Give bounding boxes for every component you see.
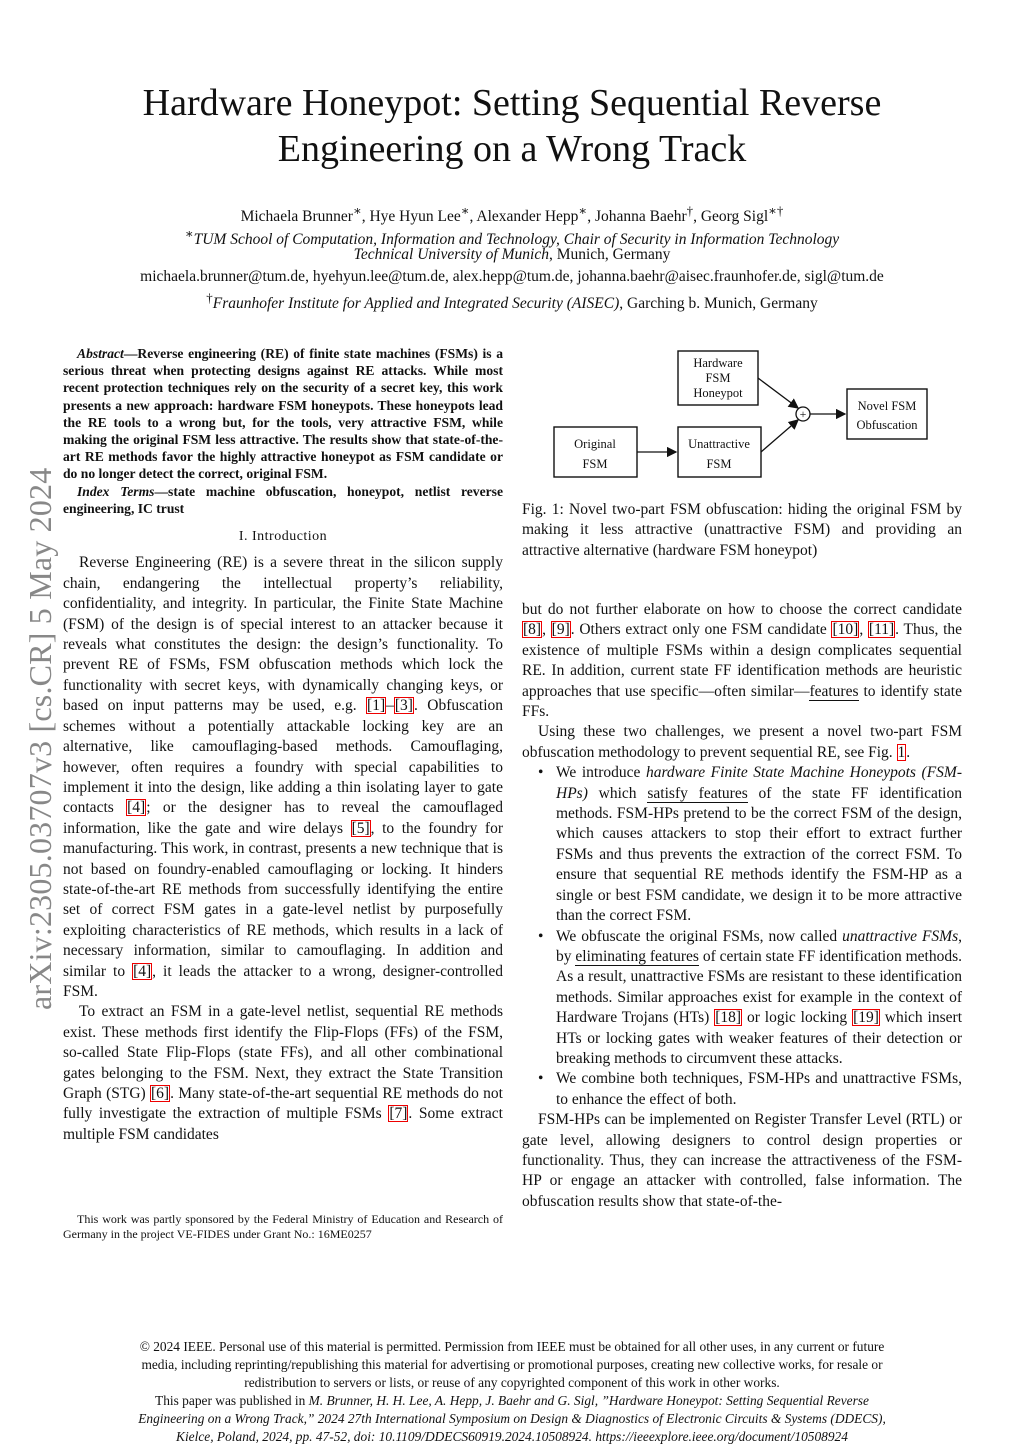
text: This paper was published in [155,1393,309,1408]
citation-link[interactable]: [5] [351,819,370,837]
footer-line: Engineering on a Wrong Track,” 2024 27th International Symposium on Design & Diagnostics of Electronic Circuits & Systems (DDECS), [138,1411,886,1426]
footnote: This work was partly sponsored by the Federal Ministry of Education and Research of Germany in the project VE-FIDES under Grant No.: 16ME0257 [63,1212,503,1241]
emphasis: hardware Finite State Machine Honeypots (FSM-HPs) [556,764,962,802]
author-mark: ∗ [352,203,362,218]
box-label: FSM [706,457,732,471]
original-fsm-box [554,427,637,477]
text: To extract an FSM in a gate-level netlist, sequential RE methods exist. These methods first identify the Flip-Flops (FFs) of the FSM, so-called State Flip-Flops (state FFs), and all other combinational gates belonging to the FSM. Next, they extract the State Transition Graph (STG) [63,1003,503,1102]
text: . Obfuscation schemes without a potentially attackable locking key are an alternative, like camouflaging-based methods. Camouflaging, however, often requires a foundry with special capabilities to implement it into the design, like adding a thin isolating layer to gate contacts [63,697,504,817]
citation-link[interactable]: [9] [551,621,570,639]
adder-node [796,407,810,421]
unattractive-fsm-box [678,427,761,477]
index-terms-text: —state machine obfuscation, honeypot, netlist reverse engineering, IC trust [63,483,503,516]
citation-link[interactable]: [3] [394,697,413,715]
contribution-list [522,763,962,1110]
figure-caption: Fig. 1: Novel two-part FSM obfuscation: hiding the original FSM by making it less attractive (unattractive FSM) and providing an attractive alternative (hardware FSM honeypot) [522,501,962,559]
right-paragraph-1 [522,600,962,722]
list-item [556,763,962,926]
author-mark: ∗ [578,203,588,218]
text: or logic locking [742,1009,853,1027]
intro-paragraph-1 [63,553,503,1002]
list-item: • We combine both techniques, FSM-HPs and unattractive FSMs, to enhance the effect of both. [556,1069,962,1110]
text: . Others extract only one FSM candidate [570,621,832,639]
footer-line [40,1392,984,1410]
text: , to the foundry for manufacturing. This work, in contrast, presents a new technique that is not based on foundry-enabled camouflaging or locking. It hinders state-of-the-art RE methods from successfully identifying the entire set of correct FSM gates in a gate-level netlist by purposefully exploiting characteristics of RE methods, which results in a lack of necessary information, similar to camouflaging. In addition and similar to [63,819,503,980]
text: to identify state FFs. [522,682,962,721]
box-label: Original [574,437,616,451]
citation-link[interactable]: [7] [389,1105,408,1123]
left-column [63,345,503,1145]
affiliation-2 [40,287,984,314]
right-paragraph-3: FSM-HPs can be implemented on Register Transfer Level (RTL) or gate level, allowing designers to control design properties or functionality. Thus, they can increase the attractiveness of the FSM-HP or engage an attacker with controlled, false information. The obfuscation results show that state-of-the- [522,1111,962,1210]
text: . Some extract multiple FSM candidates [63,1105,503,1143]
figure-link[interactable]: 1 [897,743,906,761]
citation-link[interactable]: [6] [151,1085,170,1102]
text: of certain state FF identification methods. As a result, unattractive FSMs are resistant to these identification methods. Similar approaches exist for example in the context of Hardware Trojans (HTs) [556,947,963,1027]
affiliation-2-location: , Garching b. Munich, Germany [619,295,818,313]
text: Using these two challenges, we present a novel two-part FSM obfuscation methodology to prevent sequential RE, see Fig. [522,723,962,761]
text: which [587,784,648,802]
text: . Thus, the existence of multiple FSMs within a design complicates sequential RE. In addition, current state FF identification methods are heuristic approaches that use specific—often similar— [522,621,962,700]
author: Johanna Baehr [594,208,687,226]
citation-text: M. Brunner, H. H. Lee, A. Hepp, J. Baehr and G. Sigl, ”Hardware Honeypot: Setting Sequential Reverse [308,1393,869,1408]
paper-title [60,80,964,172]
citation-link[interactable]: [4] [127,799,146,817]
author: Michaela Brunner [240,208,353,226]
box-label: FSM [582,457,608,471]
citation-link[interactable]: [18] [715,1009,742,1027]
section-heading: I. Introduction [238,529,328,545]
affiliation-2-name: Fraunhofer Institute for Applied and Integrated Security (AISEC) [212,295,620,313]
citation-link[interactable]: [8] [523,621,542,639]
footer-line: media, including reprinting/republishing this material for advertising or promotional purposes, creating new collective works, for resale or [141,1357,883,1372]
citation-link[interactable]: [10] [832,621,859,639]
intro-paragraph-2 [63,1002,503,1145]
text: , by [556,927,962,965]
text: We introduce [556,764,646,782]
abstract-text: —Reverse engineering (RE) of finite state machines (FSMs) is a serious threat when protecting designs against RE attacks. While most recent protection techniques rely on the security of a secret key, this work presents a new approach: hardware FSM honeypots. These honeypots lead the RE tools to a wrong but, for the tools, very attractive FSM, while making the original FSM less attractive. The results show that state-of-the-art RE methods favor the highly attractive honeypot as FSM candidate or do no longer detect the correct, original FSM. [63,346,503,482]
text: Reverse Engineering (RE) is a severe threat in the silicon supply chain, endangering the intellectual property’s reliability, confidentiality, and integrity. In particular, the Finite State Machine (FSM) of the design is of special interest to an attacker because it reveals what constitutes the design: the design’s functionality. To prevent RE of FSMs, FSM obfuscation methods which lock the functionality with secret keys, with dynamically changing keys, or based on input patterns may be used, e.g. [63,554,503,715]
text: We obfuscate the original FSMs, now called [556,927,843,945]
affiliation-1-line-1: TUM School of Computation, Information and Technology, Chair of Security in Information Technology [193,231,840,249]
arrow-unattractive-to-adder [761,420,798,452]
affiliation-mark: ∗ [184,226,194,241]
box-label: Obfuscation [856,418,918,432]
list-item [556,927,962,1070]
title-line-2: Engineering on a Wrong Track [277,128,747,170]
citation-link[interactable]: [19] [853,1009,879,1027]
text: ; or the designer has to reveal the camouflaged information, like the gate and wire delays [63,799,503,837]
plus-sign: + [799,407,807,421]
figure-1-diagram [550,348,950,488]
honeypot-box [678,351,758,405]
underlined-term: eliminating features [575,947,699,965]
box-label: Novel FSM [857,399,917,413]
text: , it leads the attacker to a wrong, designer-controlled FSM. [63,962,504,1000]
text: , [859,621,868,639]
citation-link[interactable]: [1] [367,697,386,715]
author: Alexander Hepp [476,208,579,226]
underlined-term: features [809,682,859,700]
text: of the state FF identification methods. FSM-HPs pretend to be the correct FSM of the design, which causes attackers to stop their effort to extract further FSMs and thus prevents the extraction of the correct FSM. To ensure that sequential RE methods identify the FSM-HP as a single or best FSM candidate, we design it to be more attractive than the correct FSM. [556,784,962,925]
box-label: FSM [705,371,731,385]
text: . Many state-of-the-art sequential RE methods do not fully investigate the extraction of multiple FSMs [63,1085,503,1123]
box-label: Hardware [693,356,743,370]
citation-link[interactable]: [11] [868,621,895,639]
footer-line: Kielce, Poland, 2024, pp. 47-52, doi: 10.1109/DDECS60919.2024.10508924. https://ieeexplore.ieee.org/document/10508924 [176,1429,848,1444]
university-name: Technical University of Munich [353,246,549,263]
text: , [542,621,551,639]
university-location: , Munich, Germany [548,246,671,263]
author: Georg Sigl [700,208,769,226]
index-terms-label: Index Terms [77,483,155,499]
underlined-term: satisfy features [647,784,748,802]
abstract [63,345,503,517]
emphasis: unattractive FSMs [842,927,959,945]
arrow-honeypot-to-adder [758,378,798,408]
footer-line: © 2024 IEEE. Personal use of this material is permitted. Permission from IEEE must be obtained for all other uses, in any current or future [139,1339,885,1354]
footer-line: redistribution to servers or lists, or reuse of any copyrighted component of this work in other works. [244,1375,780,1390]
box-label: Honeypot [693,386,743,400]
affiliation-1-university [40,244,984,265]
author-mark: ∗† [768,203,784,218]
citation-link[interactable]: [4] [133,962,152,980]
author: Hye Hyun Lee [369,208,461,226]
author-emails: michaela.brunner@tum.de, hyehyun.lee@tum.de, alex.hepp@tum.de, johanna.baehr@aisec.fraunhofer.de, sigl@tum.de [140,268,884,285]
box-label: Unattractive [688,437,750,451]
author-mark: † [686,203,694,218]
text: . [906,743,911,761]
author-mark: ∗ [460,203,470,218]
novel-fsm-obfuscation-box [847,389,927,439]
abstract-label: Abstract [77,346,124,361]
text: which insert HTs or locking gates with weaker features of their detection or breaking methods to circumvent these attacks. [556,1009,962,1067]
text: – [386,697,394,715]
author-list: Michaela Brunner∗, Hye Hyun Lee∗, Alexander Hepp∗, Johanna Baehr†, Georg Sigl∗† [240,203,784,226]
arxiv-stamp: arXiv:2305.03707v3 [cs.CR] 5 May 2024 [22,467,58,1010]
right-paragraph-2 [522,722,962,763]
title-line-1: Hardware Honeypot: Setting Sequential Reverse [142,82,882,124]
text: but do not further elaborate on how to choose the correct candidate [522,601,962,618]
affiliation-mark: † [206,290,213,305]
copyright-footer [40,1338,984,1446]
right-column [522,600,962,1212]
